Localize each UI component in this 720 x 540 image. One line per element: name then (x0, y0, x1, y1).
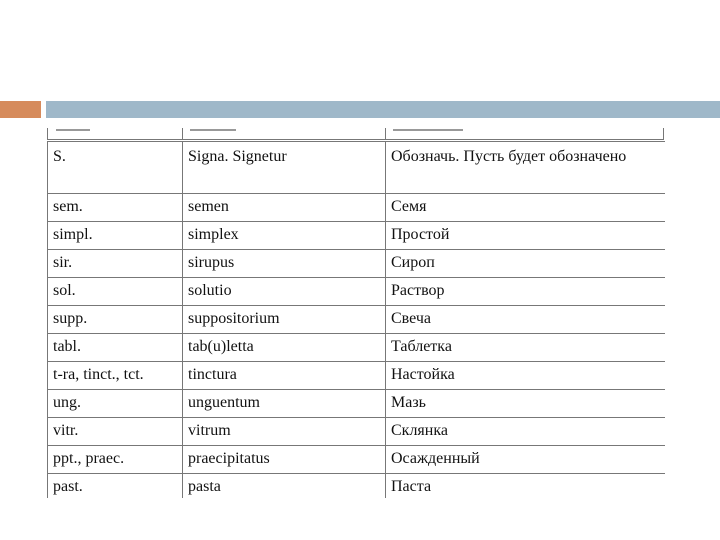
abbreviation-cell: sol. (48, 278, 183, 306)
translation-cell: Паста (386, 474, 666, 499)
abbreviation-cell: sir. (48, 250, 183, 278)
accent-bar-blue (46, 101, 720, 118)
abbreviation-cell: past. (48, 474, 183, 499)
table-row (48, 390, 666, 418)
table-row (48, 306, 666, 334)
table-row (48, 474, 666, 499)
abbreviation-cell: vitr. (48, 418, 183, 446)
latin-term-cell: sirupus (183, 250, 386, 278)
translation-cell: Обозначь. Пусть будет обозначено (386, 142, 666, 194)
table-row (48, 418, 666, 446)
latin-term-cell: Signa. Signetur (183, 142, 386, 194)
translation-cell: Семя (386, 194, 666, 222)
latin-term-cell: suppositorium (183, 306, 386, 334)
translation-cell: Сироп (386, 250, 666, 278)
table-row (48, 278, 666, 306)
latin-term-cell: pasta (183, 474, 386, 499)
translation-cell: Осажденный (386, 446, 666, 474)
latin-term-cell: tab(u)letta (183, 334, 386, 362)
abbreviation-cell: S. (48, 142, 183, 194)
translation-cell: Мазь (386, 390, 666, 418)
translation-cell: Простой (386, 222, 666, 250)
table-row (48, 250, 666, 278)
translation-cell: Склянка (386, 418, 666, 446)
abbreviation-cell: sem. (48, 194, 183, 222)
translation-cell: Таблетка (386, 334, 666, 362)
abbreviations-table (47, 141, 665, 498)
table-row (48, 362, 666, 390)
latin-term-cell: simplex (183, 222, 386, 250)
latin-term-cell: tinctura (183, 362, 386, 390)
table-row (48, 446, 666, 474)
table-row (48, 222, 666, 250)
column-divider (182, 128, 183, 139)
latin-term-cell: semen (183, 194, 386, 222)
abbreviation-cell: ppt., praec. (48, 446, 183, 474)
latin-term-cell: praecipitatus (183, 446, 386, 474)
latin-term-cell: unguentum (183, 390, 386, 418)
cut-off-text-fragment (56, 129, 90, 131)
abbreviation-cell: t-ra, tinct., tct. (48, 362, 183, 390)
abbreviation-table-image (47, 128, 665, 498)
latin-term-cell: vitrum (183, 418, 386, 446)
abbreviation-cell: supp. (48, 306, 183, 334)
accent-bar-orange (0, 101, 41, 118)
abbreviation-cell: tabl. (48, 334, 183, 362)
table-row (48, 194, 666, 222)
translation-cell: Настойка (386, 362, 666, 390)
abbreviation-cell: ung. (48, 390, 183, 418)
translation-cell: Свеча (386, 306, 666, 334)
table-row (48, 334, 666, 362)
table-cut-off-top-row (47, 128, 664, 140)
cut-off-text-fragment (393, 129, 463, 131)
table-row (48, 142, 666, 194)
translation-cell: Раствор (386, 278, 666, 306)
column-divider (385, 128, 386, 139)
abbreviation-cell: simpl. (48, 222, 183, 250)
latin-term-cell: solutio (183, 278, 386, 306)
cut-off-text-fragment (190, 129, 236, 131)
